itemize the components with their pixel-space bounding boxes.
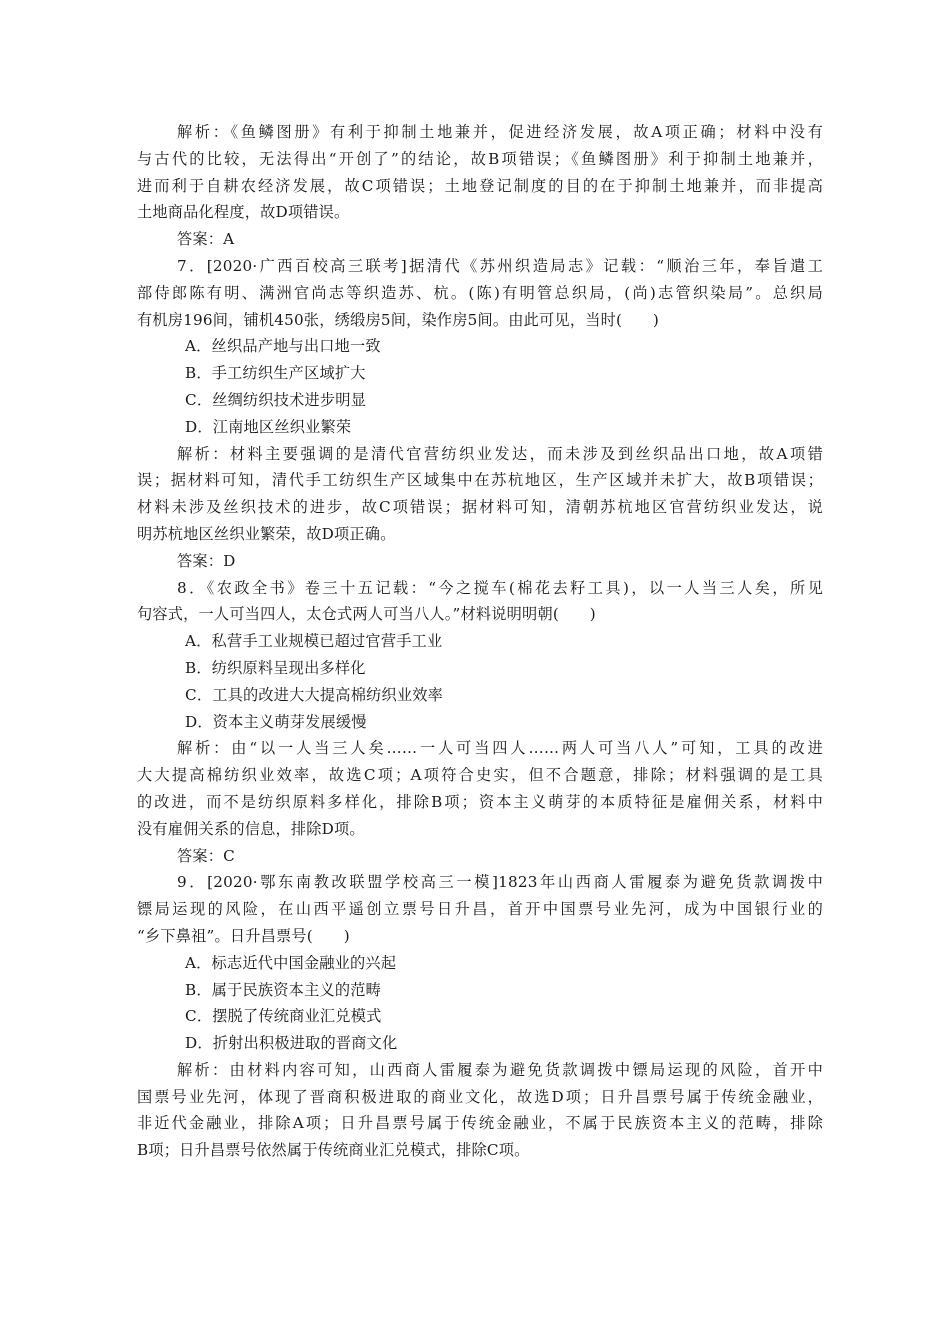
text-line: 解析：由材料内容可知，山西商人雷履泰为避免货款调拨中镖局运现的风险，首开中 <box>177 1060 823 1079</box>
option-line: D．折射出积极进取的晋商文化 <box>185 1034 398 1053</box>
option-line: C．丝绸纺织技术进步明显 <box>185 390 367 409</box>
text-line: 解析：由“以一人当三人矣……一人可当四人……两人可当八人”可知，工具的改进 <box>177 739 823 758</box>
text-line: 土地商品化程度，故D项错误。 <box>137 203 350 222</box>
option-line: C．摆脱了传统商业汇兑模式 <box>185 1007 382 1026</box>
text-line: 明苏杭地区丝织业繁荣，故D项正确。 <box>137 524 396 543</box>
text-line: 非近代金融业，排除A项；日升昌票号属于传统金融业，不属于民族资本主义的范畴，排除 <box>137 1114 823 1133</box>
text-line: 9．[2020·鄂东南教改联盟学校高三一模]1823年山西商人雷履泰为避免货款调拨中 <box>177 873 823 892</box>
text-line: 误；据材料可知，清代手工纺织生产区域集中在苏杭地区，生产区域并未扩大，故B项错误； <box>137 471 823 490</box>
option-line: B．属于民族资本主义的范畴 <box>185 980 382 999</box>
option-line: A．私营手工业规模已超过官营手工业 <box>185 632 443 651</box>
text-line: 的改进，而不是纺织原料多样化，排除B项；资本主义萌芽的本质特征是雇佣关系，材料中 <box>137 792 823 811</box>
option-line: A．丝织品产地与出口地一致 <box>185 337 381 356</box>
text-line: 7．[2020·广西百校高三联考]据清代《苏州织造局志》记载：“顺治三年，奉旨遣工 <box>177 256 823 275</box>
option-line: B．纺织原料呈现出多样化 <box>185 658 366 677</box>
text-line: 进而利于自耕农经济发展，故C项错误；土地登记制度的目的在于抑制土地兼并，而非提高 <box>137 176 823 195</box>
text-line: 材料未涉及丝织技术的进步，故C项错误；据材料可知，清朝苏杭地区官营纺织业发达，说 <box>137 498 823 517</box>
text-line: 解析：《鱼鳞图册》有利于抑制土地兼并，促进经济发展，故A项正确；材料中没有 <box>177 123 823 141</box>
text-line: 8．《农政全书》卷三十五记载：“今之搅车(棉花去籽工具)，以一人当三人矣，所见 <box>177 578 823 597</box>
text-line: 镖局运现的风险，在山西平遥创立票号日升昌，首开中国票号业先河，成为中国银行业的 <box>137 900 823 919</box>
text-line: 国票号业先河，体现了晋商积极进取的商业文化，故选D项；日升昌票号属于传统金融业， <box>137 1087 823 1106</box>
option-line: D．江南地区丝织业繁荣 <box>185 417 352 436</box>
text-line: 与古代的比较，无法得出“开创了”的结论，故B项错误；《鱼鳞图册》利于抑制土地兼并， <box>137 149 823 168</box>
text-line: 解析：材料主要强调的是清代官营纺织业发达，而未涉及到丝织品出口地，故A项错 <box>177 444 823 463</box>
text-line: B项；日升昌票号依然属于传统商业汇兑模式，排除C项。 <box>137 1141 530 1160</box>
option-line: C．工具的改进大大提高棉纺织业效率 <box>185 685 444 704</box>
text-line: 有机房196间，铺机450张，绣缎房5间，染作房5间。由此可见，当时( ) <box>137 310 660 329</box>
text-line: 答案：D <box>177 551 236 570</box>
document-page <box>137 119 823 1164</box>
text-line: “乡下鼻祖”。日升昌票号( ) <box>137 926 350 945</box>
option-line: A．标志近代中国金融业的兴起 <box>185 953 397 972</box>
option-line: D．资本主义萌芽发展缓慢 <box>185 712 367 731</box>
text-line: 部侍郎陈有明、满洲官尚志等织造苏、杭。(陈)有明管总织局，(尚)志管织染局”。总织局 <box>137 283 823 302</box>
text-line: 大大提高棉纺织业效率，故选C项；A项符合史实，但不合题意，排除；材料强调的是工具 <box>137 766 823 785</box>
text-line: 句容式，一人可当四人，太仓式两人可当八人。”材料说明明朝( ) <box>137 605 596 624</box>
option-line: B．手工纺织生产区域扩大 <box>185 364 366 383</box>
text-line: 没有雇佣关系的信息，排除D项。 <box>137 819 365 838</box>
text-line: 答案：C <box>177 846 235 865</box>
text-line: 答案：A <box>177 230 235 249</box>
